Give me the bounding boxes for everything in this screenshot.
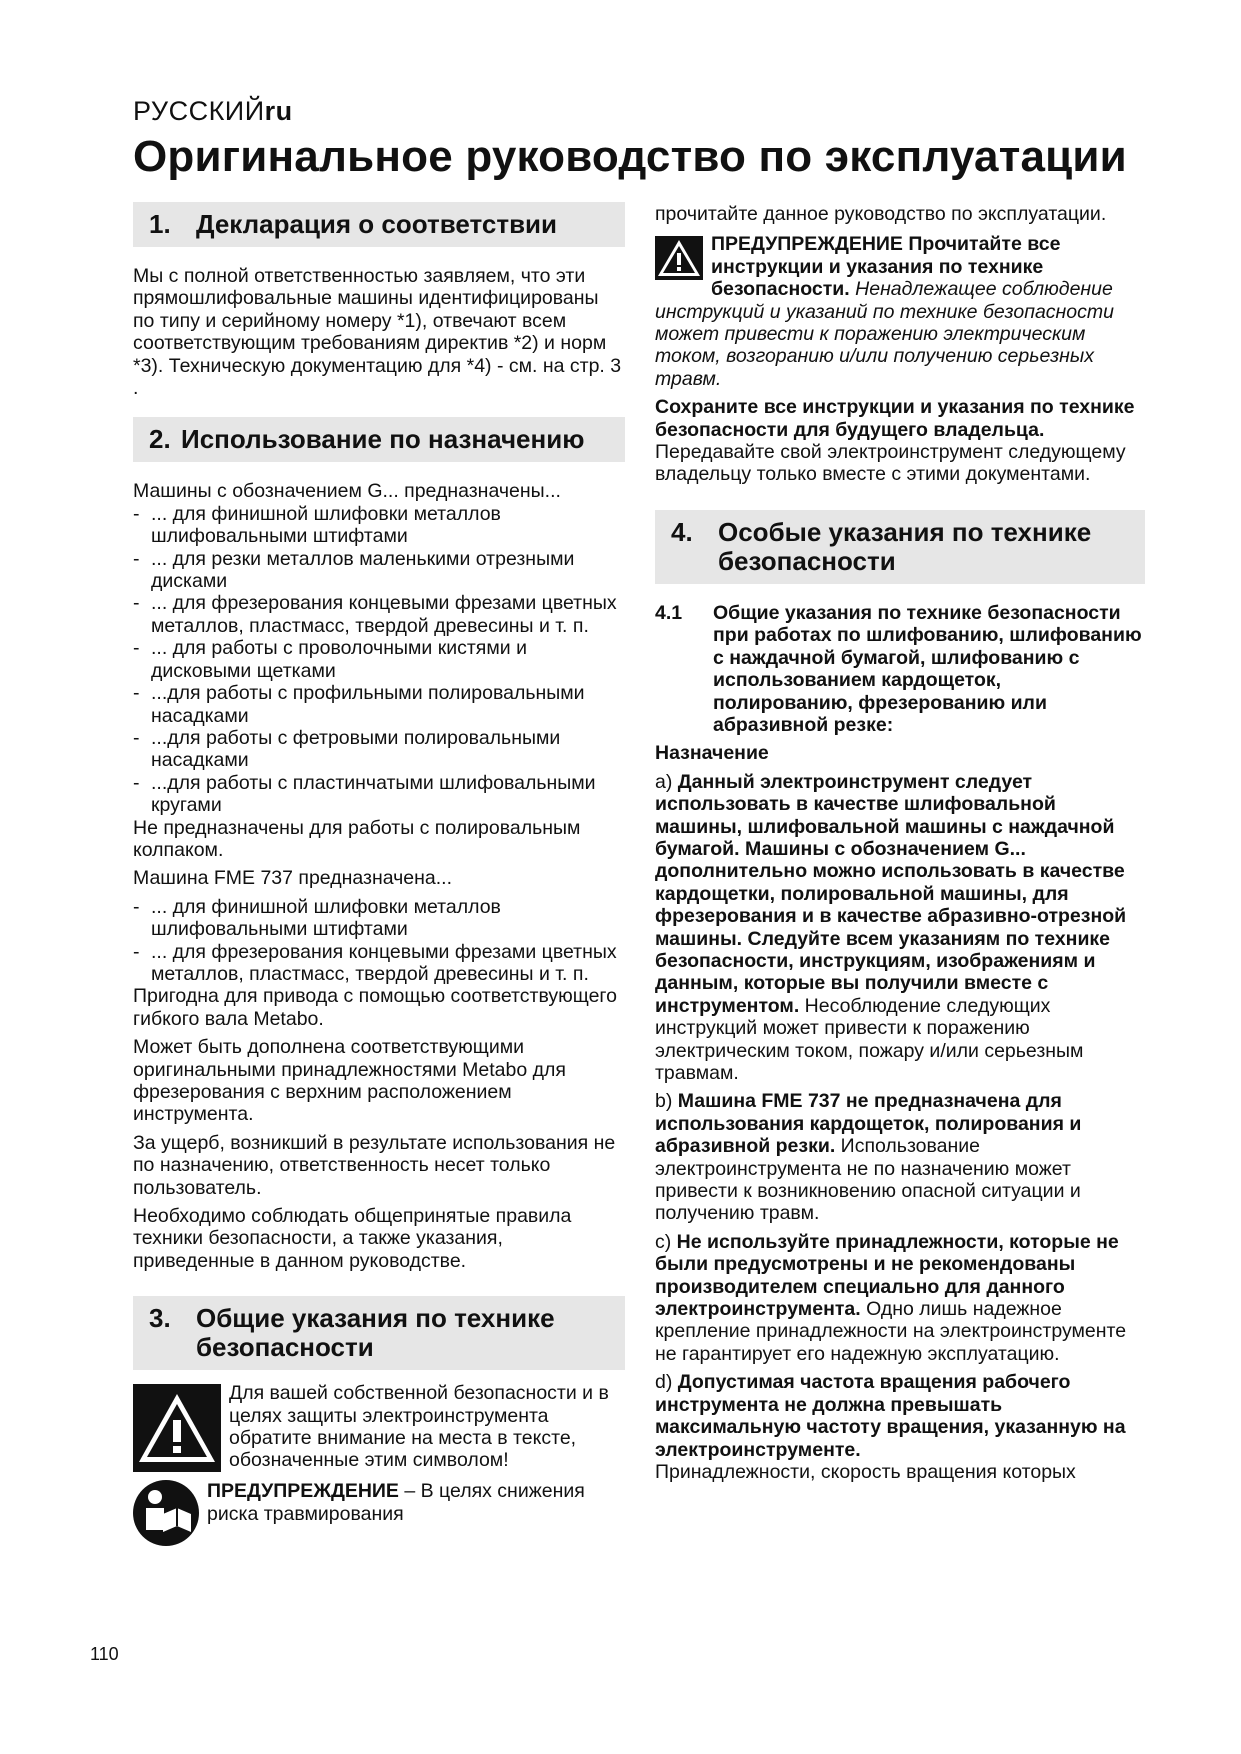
subsection-4-1-heading: 4.1 Общие указания по технике безопасности при работах по шлифованию, шлифованию с наждачной бумагой, шлифованию с использованием кардощеток, полированию, фрезерованию или абразивной резке:	[655, 601, 1142, 736]
item-d: d) Допустимая частота вращения рабочего инструмента не должна превышать максимальную частоту вращения, указанную на электроинструменте. Принадлежности, скорость вращения которых	[655, 1371, 1126, 1483]
g-intro: Машины с обозначением G... предназначены...	[133, 480, 561, 503]
keep-instructions-bold: Сохраните все инструкции и указания по технике безопасности для будущего владельца.	[655, 396, 1135, 441]
purpose-heading: Назначение	[655, 742, 769, 765]
warning-triangle-icon	[133, 1384, 221, 1472]
keep-instructions-text: Передавайте свой электроинструмент следующему владельцу только вместе с этими документами.	[655, 441, 1126, 486]
fme-usage-list	[133, 896, 625, 986]
list-item: - ... для фрезерования концевыми фрезами цветных металлов, пластмасс, твердой древесины и т. п.	[133, 592, 617, 637]
list-item: - ...для работы с пластинчатыми шлифовальными кругами	[133, 771, 596, 817]
section-2-heading: 2. Использование по назначению	[133, 417, 625, 462]
left-column	[133, 202, 625, 1546]
item-b: b) Машина FME 737 не предназначена для использования кардощеток, полирования и абразивной резки. Использование электроинструмента не по назначению может привести к возникновению опасной ситуации и получению травм.	[655, 1090, 1082, 1225]
read-all-warning: ПРЕДУПРЕЖДЕНИЕ Прочитайте все инструкции и указания по технике безопасности. Ненадлежащее соблюдение инструкций и указаний по технике безопасности может привести к поражению электрическим током, возгоранию и/или получению серьезных травм.	[655, 233, 1114, 390]
warning-triangle-icon	[655, 236, 703, 280]
section-3-heading: 3. Общие указания по технике безопасности	[133, 1296, 625, 1370]
page-number: 110	[90, 1644, 119, 1664]
item-a: a) Данный электроинструмент следует использовать в качестве шлифовальной машины, шлифовальной машины с наждачной бумагой. Машины с обозначением G... дополнительно можно использовать в качестве кардощетки, полировальной машины, для фрезерования и в качестве абразивно-отрезной машины. Следуйте всем указаниям по технике безопасности, инструкциям, изображениям и данным, которые вы получили вместе с инструментом. Несоблюдение следующих инструкций может привести к поражению электрическим током, пожару и/или серьезным травмам.	[655, 770, 1127, 1084]
page-title: Оригинальное руководство по эксплуатации	[133, 132, 1127, 181]
list-item: - ... для фрезерования концевыми фрезами цветных металлов, пластмасс, твердой древесины и т. п.	[133, 940, 617, 985]
list-item: - ...для работы с фетровыми полировальными насадками	[133, 726, 561, 772]
not-intended-text: Не предназначены для работы с полировальным колпаком.	[133, 816, 581, 861]
right-column	[655, 203, 1145, 1483]
list-item: - ... для финишной шлифовки металлов шлифовальными штифтами	[133, 502, 501, 548]
read-manual-warning: ПРЕДУПРЕЖДЕНИЕ – В целях снижения риска травмирования	[133, 1480, 625, 1546]
list-item: - ...для работы с профильными полировальными насадками	[133, 682, 585, 727]
item-c: c) Не используйте принадлежности, которые не были предусмотрены и не рекомендованы производителем специально для данного электроинструмента. Одно лишь надежное крепление принадлежности на электроинструменте не гарантирует его надежную эксплуатацию.	[655, 1230, 1127, 1365]
g-usage-list	[133, 503, 625, 817]
rules-text: Необходимо соблюдать общепринятые правила техники безопасности, а также указания, приведенные в данном руководстве.	[133, 1205, 572, 1272]
fme-intro: Машина FME 737 предназначена...	[133, 867, 452, 890]
safety-symbol-note: Для вашей собственной безопасности и в целях защиты электроинструмента обратите внимание на места в тексте, обозначенные этим символом!	[133, 1382, 625, 1472]
list-item: - ... для резки металлов маленькими отрезными дисками	[133, 547, 575, 593]
read-manual-icon	[133, 1480, 199, 1546]
declaration-text: Мы с полной ответственностью заявляем, что эти прямошлифовальные машины идентифицированы по типу и серийному номеру *1), отвечают всем соответствующим требованиям директив *2) и норм *3). Техническую документацию для *4) - см. на стр. 3 .	[133, 265, 622, 400]
warning-continuation: прочитайте данное руководство по эксплуатации.	[655, 203, 1107, 225]
list-item: - ... для финишной шлифовки металлов шлифовальными штифтами	[133, 895, 501, 941]
flex-shaft-text: Пригодна для привода с помощью соответствующего гибкого вала Metabo.	[133, 985, 617, 1030]
section-4-heading: 4. Особые указания по технике безопасности	[655, 510, 1145, 584]
list-item: - ... для работы с проволочными кистями и дисковыми щетками	[133, 637, 527, 682]
language-label: РУССКИЙru	[133, 96, 293, 126]
accessories-text: Может быть дополнена соответствующими оригинальными принадлежностями Metabo для фрезерования с верхним расположением инструмента.	[133, 1036, 566, 1126]
liability-text: За ущерб, возникший в результате использования не по назначению, ответственность несет только пользователь.	[133, 1131, 616, 1199]
section-1-heading: 1. Декларация о соответствии	[133, 202, 625, 247]
